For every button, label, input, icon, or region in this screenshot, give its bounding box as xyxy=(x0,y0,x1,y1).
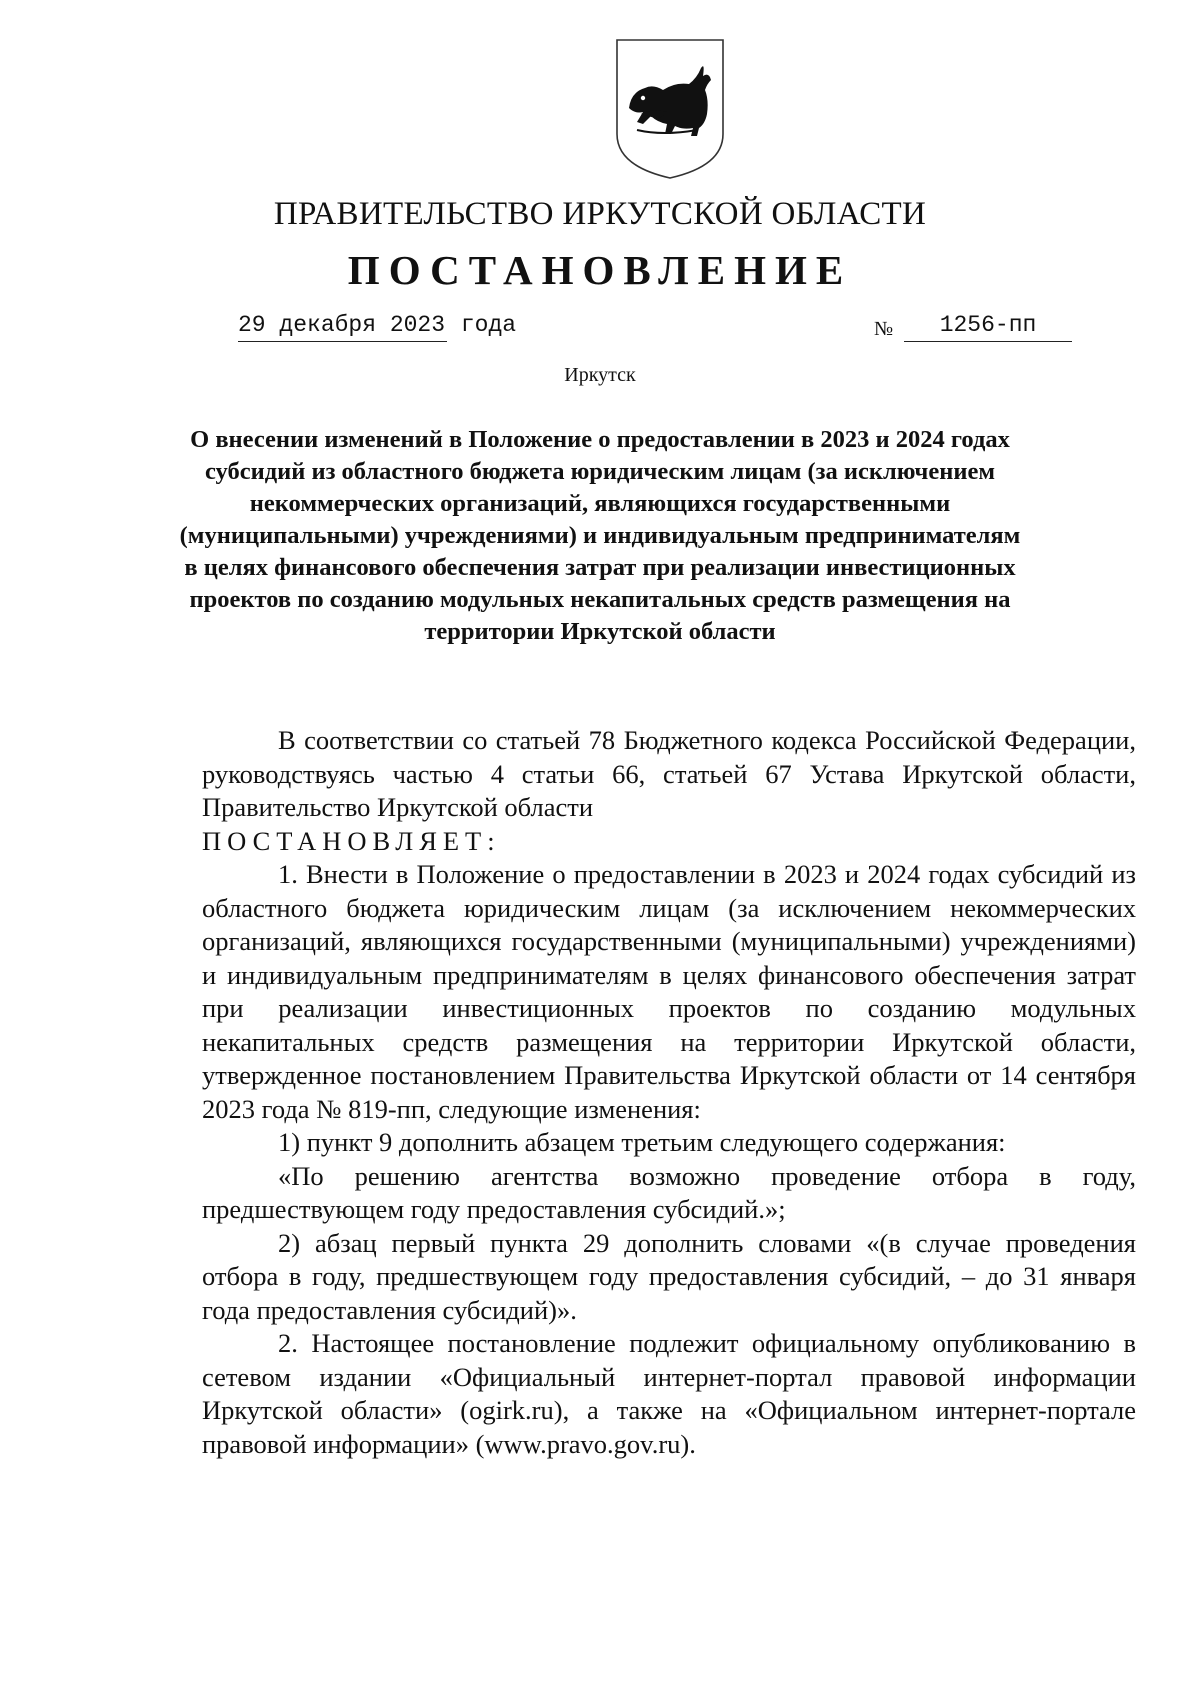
decree-word: ПОСТАНОВЛЯЕТ: xyxy=(202,825,501,856)
item-1-2-paragraph: 2) абзац первый пункта 29 дополнить словами «(в случае проведения отбора в году, предшествующем году предоставления субсидий, – до 31 января года предоставления субсидий)». xyxy=(202,1227,1136,1325)
government-name: ПРАВИТЕЛЬСТВО ИРКУТСКОЙ ОБЛАСТИ xyxy=(273,196,927,232)
document-date xyxy=(238,312,516,342)
date-suffix: года xyxy=(460,312,517,338)
document-type: ПОСТАНОВЛЕНИЕ xyxy=(347,247,853,293)
item-1-1-quote-paragraph: «По решению агентства возможно проведение отбора в году, предшествующем году предоставления субсидий.»; xyxy=(202,1160,1136,1224)
document-number: 1256-пп xyxy=(904,312,1072,342)
item-2-paragraph: 2. Настоящее постановление подлежит официальному опубликованию в сетевом издании «Официальный интернет-портал правовой информации Иркутской области» (ogirk.ru), а также на «Официальном интернет-портале правовой информации» (www.pravo.gov.ru). xyxy=(202,1328,1136,1459)
city: Иркутск xyxy=(564,364,636,386)
number-label: № xyxy=(874,318,894,340)
preamble-paragraph: В соответствии со статьей 78 Бюджетного кодекса Российской Федерации, руководствуясь частью 4 статьи 66, статьей 67 Устава Иркутской области, Правительство Иркутской области xyxy=(202,725,1136,822)
document-title: О внесении изменений в Положение о предоставлении в 2023 и 2024 годах субсидий из областного бюджета юридическим лицам (за исключением некоммерческих организаций, являющихся государственными (муниципальными) учреждениями) и индивидуальным предпринимателям в целях финансового обеспечения затрат при реализации инвестиционных проектов по созданию модульных некапитальных средств размещения на территории Иркутской области xyxy=(179,426,1021,645)
item-1-paragraph: 1. Внести в Положение о предоставлении в 2023 и 2024 годах субсидий из областного бюджета юридическим лицам (за исключением некоммерческих организаций, являющихся государственными (муниципальными) учреждениями) и индивидуальным предпринимателям в целях финансового обеспечения затрат при реализации инвестиционных проектов по созданию модульных некапитальных средств размещения на территории Иркутской области, утвержденное постановлением Правительства Иркутской области от 14 сентября 2023 года № 819-пп, следующие изменения: xyxy=(202,859,1136,1124)
coat-of-arms-icon xyxy=(613,38,727,180)
document-body xyxy=(202,724,1136,1461)
date-value: 29 декабря 2023 xyxy=(238,312,447,342)
item-1-1-paragraph: 1) пункт 9 дополнить абзацем третьим следующего содержания: xyxy=(278,1127,1006,1157)
